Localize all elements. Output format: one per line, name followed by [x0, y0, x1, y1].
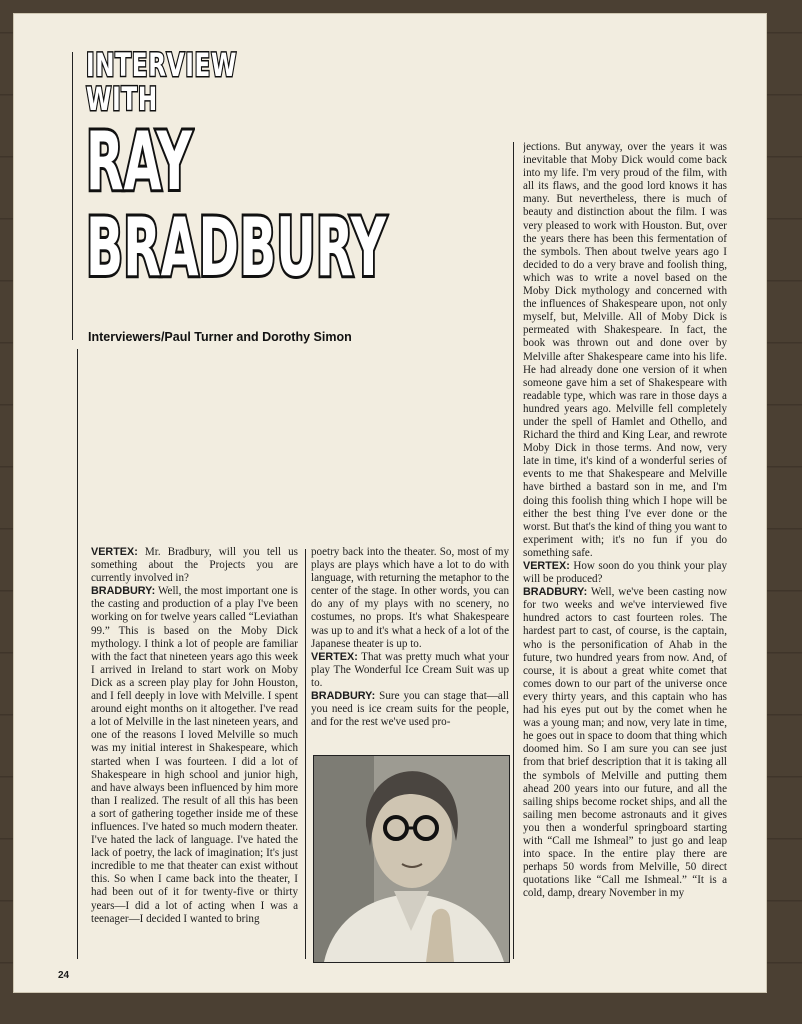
- title-line-ray: RAY: [86, 115, 193, 208]
- paragraph-text: Mr. Bradbury, will you tell us something about the Projects you are currently involved in?: [91, 546, 298, 585]
- speaker: VERTEX:: [523, 560, 570, 572]
- speaker: BRADBURY:: [311, 690, 376, 703]
- paragraph: [523, 141, 727, 560]
- paragraph: [523, 560, 727, 586]
- portrait-illustration: [314, 756, 509, 962]
- column-rule-middle: [305, 549, 306, 959]
- speaker: VERTEX:: [91, 546, 138, 558]
- speaker: BRADBURY:: [523, 586, 588, 599]
- speaker: BRADBURY:: [91, 585, 156, 598]
- paragraph: [311, 651, 509, 690]
- magazine-page: [14, 14, 766, 992]
- title-line-bradbury: BRADBURY: [86, 201, 387, 294]
- paragraph-text: Sure you can stage that—all you need is ice cream suits for the people, and for the rest we've used pro-: [311, 690, 509, 729]
- paragraph-text: That was pretty much what your play The Wonderful Ice Cream Suit was up to.: [311, 650, 509, 689]
- page-number: 24: [58, 970, 70, 981]
- title-line-with: WITH: [86, 80, 158, 118]
- byline: Interviewers/Paul Turner and Dorothy Simon: [88, 330, 352, 344]
- paragraph: [91, 546, 298, 585]
- column-rule-right: [513, 142, 514, 959]
- paragraph: [523, 586, 727, 900]
- text-column-3: [523, 141, 727, 963]
- paragraph-text: Well, we've been casting now for two weeks and we've interviewed five hundred actors to cast fourteen roles. The hardest part to cast, of course, is the captain, who is the personification of Ahab in the future, two hundred years from now. And, of course, it is about a great white comet that comes down to our part of the universe once every thirty years, and this captain who has had his eyes put out by the comet when he was a young man; and now, very late in time, he goes out in space to doom that thing which doomed him. So I am sure you can see just from that brief description that it is taking all the symbols of Melville and putting them ahead 200 years into our future, and all the sailing ships become rocket ships, and all the sailing men become astronauts and it gives you then a wonderful springboard starting with “Call me Ishmeal” to just go and leap into space. In the entire play there are perhaps 50 words from Melville, 50 direct quotations like “Call me Ishmeal.” “It is a cold, damp, dreary November in my: [523, 586, 727, 900]
- paragraph: [91, 585, 298, 925]
- author-photo: [313, 755, 510, 963]
- speaker: VERTEX:: [311, 650, 358, 663]
- column-rule-left: [77, 349, 78, 959]
- text-column-2: [311, 546, 509, 746]
- paragraph: [311, 690, 509, 729]
- paragraph-text: jections. But anyway, over the years it was inevitable that Moby Dick would come back into my life. I'm very proud of the film, with all its flaws, and the good lord knows it has many. But nevertheless, there is much of beauty and distinction about the film. I was very pleased to work with Houston. But, over the years there has been this fermentation of the symbols. Then about twelve years ago I decided to do a very brave and foolish thing, which was to write a novel based on the Moby Dick mythology and concerned with the influences of Shakespeare upon, not only myself, but, Melville. All of Moby Dick is permeated with Shakespeare. In fact, the book was thrown out and done over by Melville after Shakespeare came into his life. He had already done one version of it when someone gave him a set of Shakespeare with readable type, which was rare in those days a hundred years ago. Melville fell completely under the spell of Hamlet and Othello, and Richard the third and King Lear, and rewrote Moby Dick in those terms. And now, very late in time, it's kind of a wonderful series of events to me that Shakespeare and Melville have birthed a bastard son in me, and I'm doing this foolish thing which I hope will be either the best thing I've ever done or the worst. But that's the kind of thing you want to experiment with; it's no fun if you do something safe.: [523, 141, 727, 559]
- title-line-interview: INTERVIEW: [86, 46, 238, 84]
- text-column-1: [91, 546, 298, 966]
- paragraph: [311, 546, 509, 651]
- paragraph-text: How soon do you think your play will be produced?: [523, 560, 727, 586]
- paragraph-text: Well, the most important one is the casting and production of a play I've been working on for twelve years called “Leviathan 99.” This is based on the Moby Dick mythology. I think a lot of people are familiar with the fact that nineteen years ago this week I arrived in Ireland to start work on Moby Dick as a screen play play for John Houston, and I fell deeply in love with Melville. I spent around eight months on it altogether. I've read a lot of Melville in the last nineteen years, and one of the reasons I loved Melville so much was my initial interest in Shakespeare, which started when I was fourteen. I did a lot of Shakespeare in high school and junior high, and have always been influenced by him more than I realized. The result of all this has been a sort of gathering together inside me of these influences. I've hated so much modern theater. I've hated the lack of language. I've hated the lack of poetry, the lack of imagination; It's just incredible to me that theater can exist without this. So when I came back into the theater, I had been out of it for twenty-five or thirty years—I did a lot of acting when I was a teenager—I decided I wanted to bring: [91, 585, 298, 925]
- article-title: [72, 46, 492, 294]
- paragraph-text: poetry back into the theater. So, most of my plays are plays which have a lot to do with language, with returning the metaphor to the center of the stage. In other words, you can do any of my plays with no scenery, no costumes, no props. It's what Shakespeare was up to and it's what a heck of a lot of the Japanese theater is up to.: [311, 546, 509, 650]
